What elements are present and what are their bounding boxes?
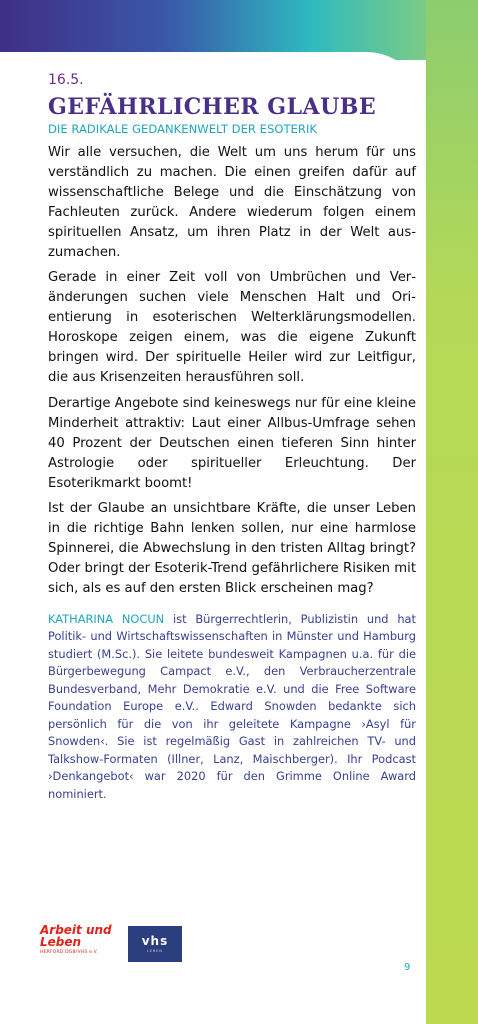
- author-name: KATHARINA NOCUN: [48, 611, 165, 626]
- page-content: [0, 52, 426, 1024]
- body-paragraph: Ist der Glaube an unsichtbare Kräfte, die unser Leben in die richtige Bahn lenken sollen, nur eine harmlose Spinnerei, die Abwechslung in den tristen Alltag bringt? Oder bringt der Esoterik-Trend gefährlichere Risiken mit sich, als es auf den ersten Blick erscheinen mag?: [48, 501, 416, 597]
- event-date: 16.5.: [48, 72, 84, 88]
- logo-subtext: HERFORD DGB/VHS e.V.: [40, 950, 98, 955]
- logo-text-line-2: Leben: [40, 935, 82, 949]
- body-paragraph: Gerade in einer Zeit voll von Umbrüchen und Veränderungen suchen viele Menschen Halt und Orientierung in esoterischen Welterklärungsmodellen. Horoskope zeigen einem, was die eigene Zukunft bringen wird. Der spirituelle Heiler wird zur Leitfigur, die aus Krisenzeiten herausführen soll.: [48, 270, 416, 385]
- page-subtitle: DIE RADIKALE GEDANKENWELT DER ESOTERIK: [48, 122, 317, 136]
- side-gradient-band: [426, 0, 478, 1024]
- page-number: 9: [404, 962, 411, 973]
- author-bio-text: ist Bürgerrechtlerin, Publizistin und hat Politik- und Wirtschaftswissenschaften in Münster und Hamburg studiert (M.Sc.). Sie leitete bundesweit Kampagnen u.a. für die Bürgerbewegung Campact e.V., den Verbraucherzentrale Bundesverband, Mehr Demokratie e.V. und die Free Software Foundation Europe e.V.. Edward Snowden bedankte sich persönlich für die von ihr geleitete Kampagne ›Asyl für Snowden‹. Sie ist regelmäßig Gast in zahlreichen TV- und Talkshow-Formaten (Illner, Lanz, Maischberger). Ihr Podcast ›Denkangebot‹ war 2020 für den Grimme Online Award nominiert.: [48, 611, 416, 801]
- vhs-mark: vhs: [141, 934, 169, 948]
- vhs-subtext: LEBEN: [147, 949, 163, 953]
- header-gradient-band: [0, 0, 478, 60]
- body-paragraph: Derartige Angebote sind keineswegs nur für eine kleine Minderheit attraktiv: Laut einer Allbus-Umfrage sehen 40 Prozent der Deutschen einen tieferen Sinn hinter Astrologie oder spiritueller Erleuchtung. Der Esoterikmarkt boomt!: [48, 395, 416, 491]
- logo-text-line-1: Arbeit und: [40, 923, 112, 937]
- body-paragraph: Wir alle versuchen, die Welt um uns herum für uns verständlich zu machen. Die einen greifen dafür auf wissenschaftliche Belege und die Einschätzung von Fachleuten zurück. Andere wiederum folgen einem spirituellen Ansatz, um ihren Platz in der Welt auszumachen.: [48, 145, 416, 260]
- page-title: GEFÄHRLICHER GLAUBE: [48, 94, 377, 120]
- vhs-logo: [128, 926, 182, 962]
- arbeit-und-leben-logo: [40, 924, 120, 955]
- author-bio: [48, 611, 416, 804]
- article: [48, 72, 416, 803]
